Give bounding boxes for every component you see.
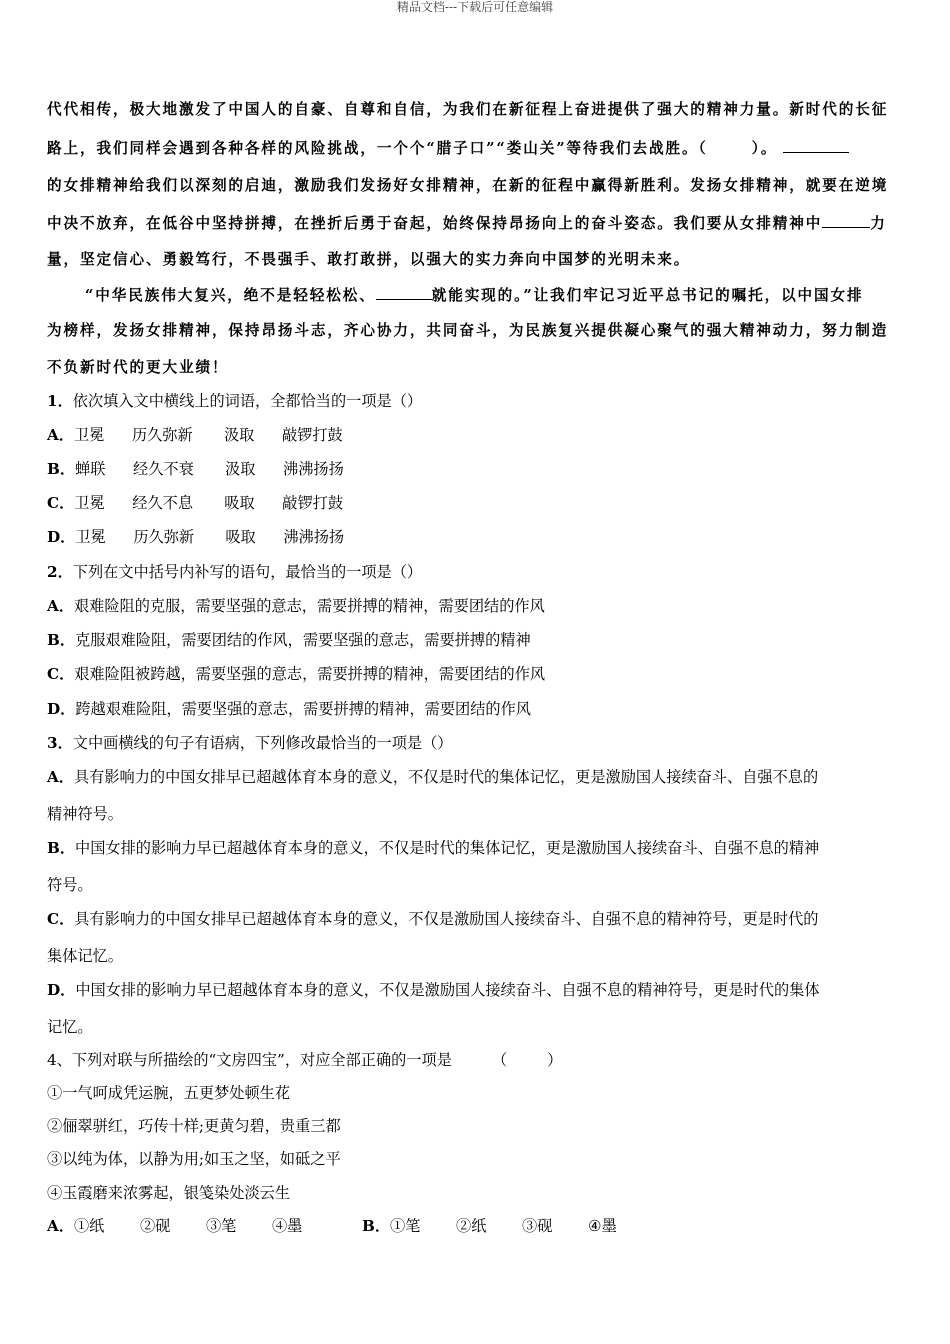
option-word: 卫冕 bbox=[75, 528, 106, 546]
passage-text: 就能实现的。”让我们牢记习近平总书记的嘱托，以中国女排 bbox=[431, 287, 864, 304]
q3-option-d bbox=[47, 980, 820, 1000]
option-label: A． bbox=[47, 768, 74, 786]
passage-line: 量，坚定信心、勇毅笃行，不畏强手、敢打敢拼，以强大的实力奔向中国梦的光明未来。 bbox=[47, 251, 691, 268]
fill-blank-2 bbox=[822, 213, 870, 228]
option-word: 卫冕 bbox=[73, 426, 105, 444]
option-label: D． bbox=[47, 528, 76, 546]
q4-options bbox=[47, 1216, 617, 1236]
question-text: 依次填入文中横线上的词语，全都恰当的一项是（） bbox=[72, 392, 423, 410]
option-text: 具有影响力的中国女排早已超越体育本身的意义，不仅是激励国人接续奋斗、自强不息的精神符号，更是时代的 bbox=[74, 910, 819, 928]
option-item: ③笔 bbox=[205, 1217, 237, 1235]
option-word: 卫冕 bbox=[74, 494, 105, 512]
q3-option-d-cont: 记忆。 bbox=[47, 1018, 93, 1036]
q3-option-b bbox=[47, 838, 819, 858]
option-word: 吸取 bbox=[225, 528, 256, 546]
option-label: B． bbox=[361, 1217, 391, 1235]
passage-line: 代代相传，极大地激发了中国人的自豪、自尊和自信，为我们在新征程上奋进提供了强大的精神力量。新时代的长征 bbox=[47, 101, 889, 118]
option-word: 汲取 bbox=[225, 460, 256, 478]
passage-line: 为榜样，发扬女排精神，保持昂扬斗志，齐心协力，共同奋斗，为民族复兴提供凝心聚气的强大精神动力，努力制造 bbox=[47, 322, 889, 339]
q2-option-d bbox=[47, 699, 531, 719]
q1-option-a bbox=[47, 425, 343, 445]
passage-line bbox=[47, 213, 887, 234]
option-word: 历久弥新 bbox=[131, 426, 193, 444]
q2-option-a bbox=[47, 596, 545, 616]
option-word: 经久不息 bbox=[132, 494, 194, 512]
q3-option-a bbox=[47, 767, 818, 787]
question-2-stem bbox=[47, 562, 422, 582]
option-label: C． bbox=[47, 910, 75, 928]
fill-blank-3 bbox=[376, 285, 432, 300]
option-item: ④墨 bbox=[271, 1217, 303, 1235]
q1-option-b bbox=[47, 459, 344, 479]
option-text: 克服艰难险阻，需要团结的作风，需要坚强的意志，需要拼搏的精神 bbox=[75, 631, 531, 649]
passage-text: 中决不放弃，在低谷中坚持拼搏，在挫折后勇于奋起，始终保持昂扬向上的奋斗姿态。我们要从女排精神中 bbox=[47, 215, 823, 232]
question-3-stem bbox=[47, 733, 452, 753]
option-word: 经久不衰 bbox=[133, 460, 194, 478]
option-item: ④墨 bbox=[588, 1217, 617, 1235]
option-item: ②纸 bbox=[456, 1217, 487, 1235]
option-label: B． bbox=[47, 631, 76, 649]
option-label: D． bbox=[47, 981, 76, 999]
q2-option-b bbox=[47, 630, 531, 650]
couplet-1: ①一气呵成凭运腕，五更梦处顿生花 bbox=[47, 1084, 290, 1102]
option-item: ③砚 bbox=[522, 1217, 553, 1235]
option-word: 敲锣打鼓 bbox=[281, 426, 343, 444]
passage-text: 力 bbox=[870, 215, 887, 232]
option-item: ②砚 bbox=[139, 1217, 171, 1235]
option-text: 中国女排的影响力早已超越体育本身的意义，不仅是激励国人接续奋斗、自强不息的精神符号，更是时代的集体 bbox=[75, 981, 820, 999]
passage-text: ）。 bbox=[751, 140, 778, 157]
option-word: 敲锣打鼓 bbox=[282, 494, 344, 512]
option-word: 历久弥新 bbox=[133, 528, 195, 546]
question-text: 文中画横线的句子有语病，下列修改最恰当的一项是（） bbox=[72, 734, 453, 752]
passage-line bbox=[47, 138, 849, 159]
question-number: 3． bbox=[47, 734, 73, 752]
option-label: B． bbox=[47, 839, 76, 857]
passage-line: 不负新时代的更大业绩！ bbox=[47, 359, 229, 376]
question-1-stem bbox=[47, 391, 422, 411]
fill-blank-1 bbox=[783, 138, 849, 153]
option-label: C． bbox=[47, 665, 75, 683]
option-text: 跨越艰难险阻，需要坚强的意志，需要拼搏的精神，需要团结的作风 bbox=[75, 700, 531, 718]
couplet-2: ②俪翠骈红，巧传十样;更黄匀碧，贵重三都 bbox=[47, 1117, 341, 1135]
q3-option-a-cont: 精神符号。 bbox=[47, 805, 123, 823]
option-label: A． bbox=[47, 597, 74, 615]
option-word: 吸取 bbox=[224, 494, 255, 512]
option-label: A． bbox=[47, 426, 74, 444]
passage-text: “中华民族伟大复兴，绝不是轻轻松松、 bbox=[85, 287, 376, 304]
question-text: 下列在文中括号内补写的语句，最恰当的一项是（） bbox=[72, 563, 423, 581]
question-number: 2． bbox=[47, 563, 73, 581]
option-item: ①笔 bbox=[390, 1217, 421, 1235]
q2-option-c bbox=[47, 664, 545, 684]
q1-option-c bbox=[47, 493, 343, 513]
option-label: A． bbox=[47, 1217, 74, 1235]
question-number: 1． bbox=[47, 392, 73, 410]
option-text: 艰难险阻被跨越，需要坚强的意志，需要拼搏的精神，需要团结的作风 bbox=[74, 665, 546, 683]
question-text: 4、下列对联与所描绘的“文房四宝”，对应全部正确的一项是 bbox=[47, 1051, 452, 1069]
option-label: D． bbox=[47, 700, 76, 718]
option-label: B． bbox=[47, 460, 76, 478]
passage-text: 路上，我们同样会遇到各种各样的风险挑战，一个个“腊子口”“娄山关”等待我们去战胜。（ bbox=[47, 140, 708, 157]
option-item: ①纸 bbox=[73, 1217, 105, 1235]
option-text: 中国女排的影响力早已超越体育本身的意义，不仅是时代的集体记忆，更是激励国人接续奋斗、自强不息的精神 bbox=[75, 839, 820, 857]
question-4-stem bbox=[47, 1050, 562, 1070]
answer-paren: ） bbox=[547, 1051, 563, 1069]
option-label: C． bbox=[47, 494, 75, 512]
q3-option-c bbox=[47, 909, 818, 929]
answer-paren: （ bbox=[491, 1051, 508, 1069]
passage-line bbox=[85, 285, 864, 306]
passage-line: 的女排精神给我们以深刻的启迪，激励我们发扬好女排精神，在新的征程中赢得新胜利。发扬女排精神，就要在逆境 bbox=[47, 177, 889, 194]
page-header-watermark: 精品文档---下载后可任意编辑 bbox=[396, 0, 554, 14]
q3-option-b-cont: 符号。 bbox=[47, 876, 93, 894]
couplet-4: ④玉霞磨来浓雾起，银笺染处淡云生 bbox=[47, 1184, 290, 1202]
option-word: 沸沸扬扬 bbox=[283, 460, 344, 478]
q1-option-d bbox=[47, 527, 344, 547]
option-word: 沸沸扬扬 bbox=[283, 528, 345, 546]
option-word: 蝉联 bbox=[75, 460, 106, 478]
couplet-3: ③以纯为体，以静为用;如玉之坚，如砥之平 bbox=[47, 1150, 341, 1168]
option-text: 艰难险阻的克服，需要坚强的意志，需要拼搏的精神，需要团结的作风 bbox=[73, 597, 545, 615]
q3-option-c-cont: 集体记忆。 bbox=[47, 947, 123, 965]
option-text: 具有影响力的中国女排早已超越体育本身的意义，不仅是时代的集体记忆，更是激励国人接续奋斗、自强不息的 bbox=[73, 768, 819, 786]
option-word: 汲取 bbox=[223, 426, 255, 444]
